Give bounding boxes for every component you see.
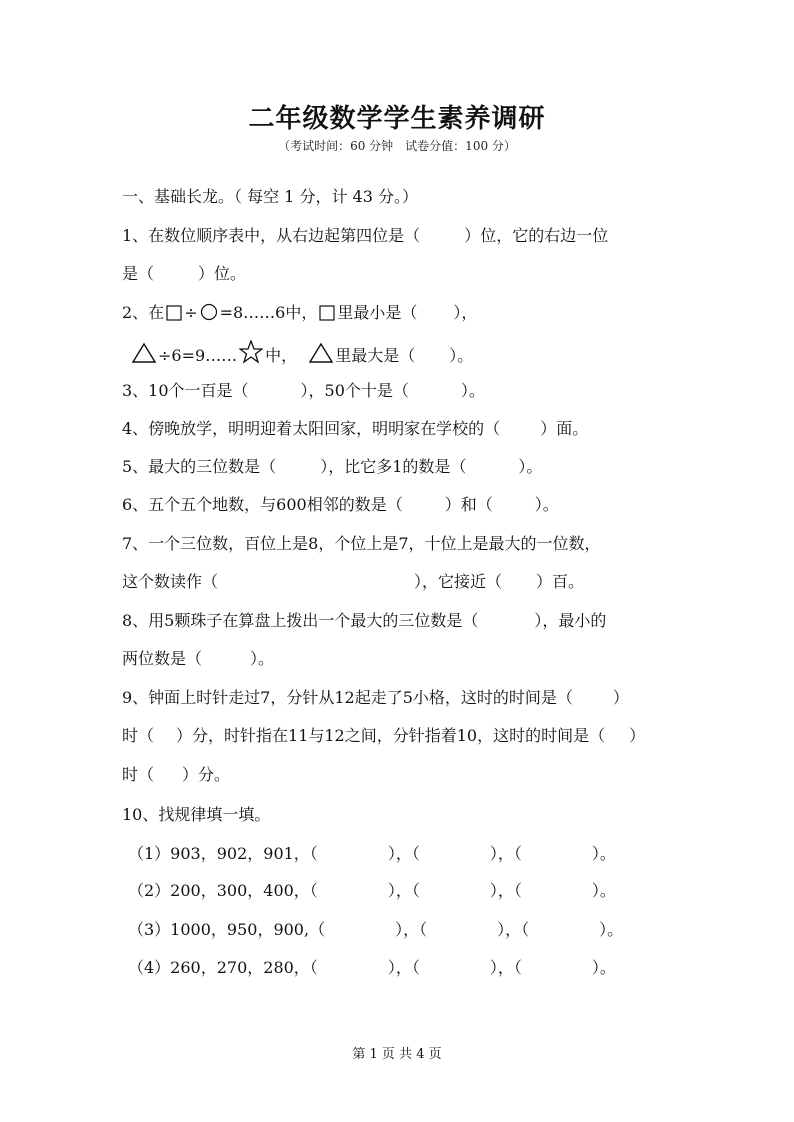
triangle-icon — [309, 342, 333, 364]
question-6: 6、五个五个地数，与600相邻的数是（ ）和（ ）。 — [122, 495, 559, 514]
question-7-line-1: 7、一个三位数，百位上是8，个位上是7，十位上是最大的一位数， — [122, 534, 601, 553]
question-7-line-2: 这个数读作（ ），它接近（ ）百。 — [122, 572, 585, 591]
question-10-title: 10、找规律填一填。 — [122, 805, 271, 824]
triangle-icon — [132, 342, 156, 364]
question-9-line-2: 时（ ）分，时针指在11与12之间，分针指着10，这时的时间是（ ） — [122, 726, 646, 745]
question-1-line-2: 是（ ）位。 — [122, 264, 247, 283]
page-subtitle: （考试时间：60 分钟 试卷分值：100 分） — [278, 139, 516, 153]
question-3: 3、10个一百是（ ），50个十是（ ）。 — [122, 381, 485, 400]
question-5: 5、最大的三位数是（ ），比它多1的数是（ ）。 — [122, 457, 543, 476]
question-8-line-1: 8、用5颗珠子在算盘上拨出一个最大的三位数是（ ），最小的 — [122, 611, 607, 630]
sequence-row-3: （3）1000，950，900,（ ），（ ），（ ）。 — [128, 920, 624, 939]
question-2-line-1: 2、在 ÷ =8……6中， 里最小是（ ）， — [122, 303, 478, 322]
question-9-line-1: 9、钟面上时针走过7，分针从12起走了5小格，这时的时间是（ ） — [122, 688, 629, 707]
question-1-line-1: 1、在数位顺序表中，从右边起第四位是（ ）位，它的右边一位 — [122, 226, 609, 245]
question-4: 4、傍晚放学，明明迎着太阳回家，明明家在学校的（ ）面。 — [122, 419, 589, 438]
circle-icon — [200, 303, 218, 321]
question-2-line-2: ÷6=9…… 中， 里最大是（ ）。 — [130, 340, 473, 367]
question-8-line-2: 两位数是（ ）。 — [122, 649, 275, 668]
question-9-line-3: 时（ ）分。 — [122, 765, 231, 784]
page-title: 二年级数学学生素养调研 — [248, 104, 546, 134]
sequence-row-4: （4）260，270，280，（ ），（ ），（ ）。 — [128, 958, 616, 977]
square-icon — [319, 305, 335, 321]
sequence-row-2: （2）200，300，400，（ ），（ ），（ ）。 — [128, 881, 616, 900]
page-footer: 第 1 页 共 4 页 — [352, 1047, 442, 1062]
section-heading: 一、基础长龙。（ 每空 1 分，计 43 分。） — [122, 187, 418, 206]
sequence-row-1: （1）903，902，901，（ ），（ ），（ ）。 — [128, 844, 616, 863]
star-icon — [239, 340, 263, 364]
square-icon — [166, 305, 182, 321]
